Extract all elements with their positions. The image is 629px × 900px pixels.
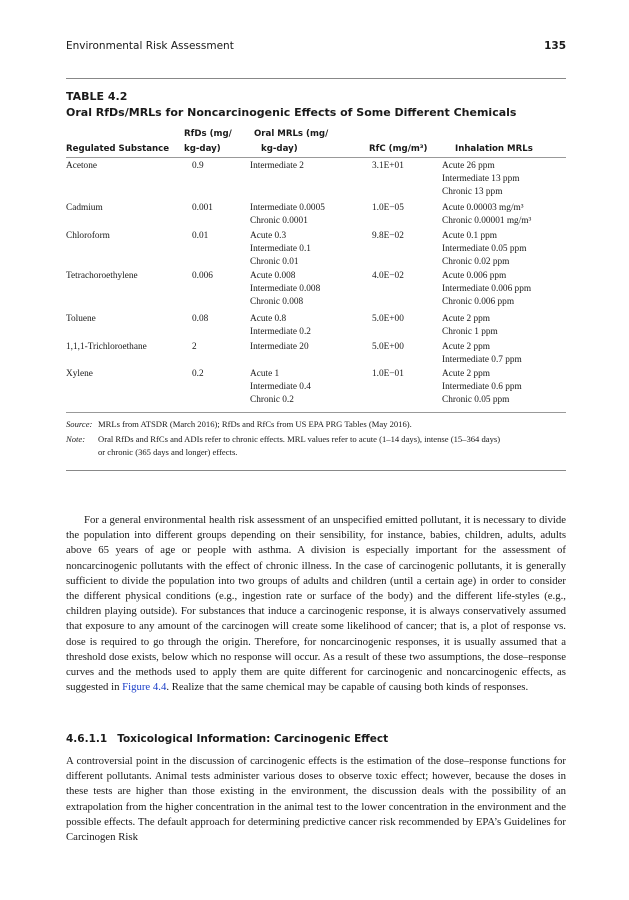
section-heading — [66, 733, 388, 745]
cell-substance: Toluene — [66, 314, 96, 324]
cell-rfc: 1.0E−05 — [372, 203, 404, 213]
cell-rfc: 3.1E+01 — [372, 161, 404, 171]
cell-inhalation: Acute 0.00003 mg/m³ Chronic 0.00001 mg/m³ — [442, 203, 532, 226]
para2-text: A controversial point in the discussion of carcinogenic effects is the estimation of the dose–response functions for different pollutants. Animal tests administer various doses to observe toxic effect; however, because the doses in these tests are higher than those existing in the environment, the discussion deals with the possibility of an extrapolation from the higher concentration in the animal test to the lower concentration in the environment and the possible effects. The default approach for determining predictive cancer risk recommended by EPA’s Guidelines for Carcinogen Risk — [66, 755, 566, 844]
cell-rfc: 5.0E+00 — [372, 314, 404, 324]
cell-substance: Acetone — [66, 161, 97, 171]
cell-substance: Tetrachoroethylene — [66, 271, 138, 281]
section-number: 4.6.1.1 — [66, 733, 108, 745]
cell-inhalation: Acute 26 ppm Intermediate 13 ppm Chronic 13 ppm — [442, 161, 520, 197]
cell-oral-mrl: Acute 0.3 Intermediate 0.1 Chronic 0.01 — [250, 231, 311, 267]
cell-oral-mrl: Intermediate 20 — [250, 342, 309, 352]
col-header-oral-mrl-line2: kg-day) — [261, 144, 298, 154]
cell-rfd: 0.2 — [192, 369, 204, 379]
table-note — [66, 433, 566, 458]
table-bottom-rule — [66, 412, 566, 413]
cell-inhalation: Acute 0.006 ppm Intermediate 0.006 ppm Chronic 0.006 ppm — [442, 271, 532, 307]
para1-text: For a general environmental health risk assessment of an unspecified emitted pollutant, it is necessary to divide the population into different groups depending on their sensibility, for instance, babies, children, adults, adults above 65 years of age or people with asthma. A division is especially important for the assessment of noncarcinogenic pollutants with the effect of chronic illness. In the case of carcinogenic pollutants, it is generally sufficient to divide the population into two groups of adults and children (until a certain age) in order to consider the different physical conditions (e.g., ingestion rate or surface of the body) and the different life-styles (e.g., children playing outside). For substances that induce a carcinogenic response, it is always conservatively assumed that exposure to any amount of the carcinogen will create some likelihood of cancer; that is, a plot of response vs. dose is required to go through the origin. Therefore, for noncarcinogenic responses, it is usually assumed that a threshold dose exists, below which no response will occur. As a result of these two assumptions, the dose–response curves and the methods used to apply them are quite different for carcinogenic and noncarcinogenic effects, as suggested in — [66, 514, 566, 694]
para1-text-end: . Realize that the same chemical may be capable of causing both kinds of responses. — [166, 681, 529, 694]
cell-oral-mrl: Acute 1 Intermediate 0.4 Chronic 0.2 — [250, 369, 311, 405]
cell-rfc: 1.0E−01 — [372, 369, 404, 379]
note-text-line1: Oral RfDs and RfCs and ADIs refer to chronic effects. MRL values refer to acute (1–14 days), intense (15–364 days) — [98, 434, 501, 444]
col-header-substance: Regulated Substance — [66, 144, 170, 154]
table-title: Oral RfDs/MRLs for Noncarcinogenic Effects of Some Different Chemicals — [66, 106, 517, 119]
col-header-inhalation: Inhalation MRLs — [455, 144, 533, 154]
cell-substance: 1,1,1-Trichloroethane — [66, 342, 147, 352]
cell-oral-mrl: Acute 0.008 Intermediate 0.008 Chronic 0.008 — [250, 271, 321, 307]
cell-oral-mrl: Acute 0.8 Intermediate 0.2 — [250, 314, 311, 337]
running-head — [66, 40, 566, 52]
body-paragraph-2 — [66, 754, 566, 845]
cell-rfc: 9.8E−02 — [372, 231, 404, 241]
cell-rfd: 0.08 — [192, 314, 209, 324]
cell-rfd: 0.01 — [192, 231, 209, 241]
cell-rfd: 2 — [192, 342, 197, 352]
cell-rfd: 0.006 — [192, 271, 213, 281]
cell-oral-mrl: Intermediate 0.0005 Chronic 0.0001 — [250, 203, 325, 226]
cell-substance: Xylene — [66, 369, 93, 379]
section-title: Toxicological Information: Carcinogenic Effect — [117, 733, 389, 745]
col-header-rfd-line1: RfDs (mg/ — [184, 129, 232, 139]
body-paragraph-1 — [66, 513, 566, 695]
cell-inhalation: Acute 0.1 ppm Intermediate 0.05 ppm Chronic 0.02 ppm — [442, 231, 527, 267]
col-header-rfc: RfC (mg/m³) — [369, 144, 428, 154]
cell-substance: Chloroform — [66, 231, 110, 241]
col-header-rfd-line2: kg-day) — [184, 144, 221, 154]
cell-substance: Cadmium — [66, 203, 103, 213]
figure-4-4-link[interactable]: Figure 4.4 — [122, 681, 167, 694]
running-head-title: Environmental Risk Assessment — [66, 40, 234, 52]
cell-oral-mrl: Intermediate 2 — [250, 161, 304, 171]
col-header-oral-mrl-line1: Oral MRLs (mg/ — [254, 129, 329, 139]
note-text-line2: or chronic (365 days and longer) effects. — [98, 446, 238, 457]
cell-rfd: 0.001 — [192, 203, 213, 213]
source-text: MRLs from ATSDR (March 2016); RfDs and RfCs from US EPA PRG Tables (May 2016). — [98, 419, 412, 429]
cell-inhalation: Acute 2 ppm Intermediate 0.7 ppm — [442, 342, 522, 365]
source-label: Source: — [66, 419, 93, 429]
header-rule — [66, 78, 566, 79]
page-number: 135 — [544, 40, 566, 52]
table-header-rule — [66, 157, 566, 158]
cell-rfc: 4.0E−02 — [372, 271, 404, 281]
cell-inhalation: Acute 2 ppm Chronic 1 ppm — [442, 314, 498, 337]
cell-rfc: 5.0E+00 — [372, 342, 404, 352]
note-label: Note: — [66, 434, 86, 444]
table-end-rule — [66, 470, 566, 471]
cell-inhalation: Acute 2 ppm Intermediate 0.6 ppm Chronic 0.05 ppm — [442, 369, 522, 405]
table-source-note — [66, 418, 566, 431]
cell-rfd: 0.9 — [192, 161, 204, 171]
table-label: TABLE 4.2 — [66, 90, 128, 103]
